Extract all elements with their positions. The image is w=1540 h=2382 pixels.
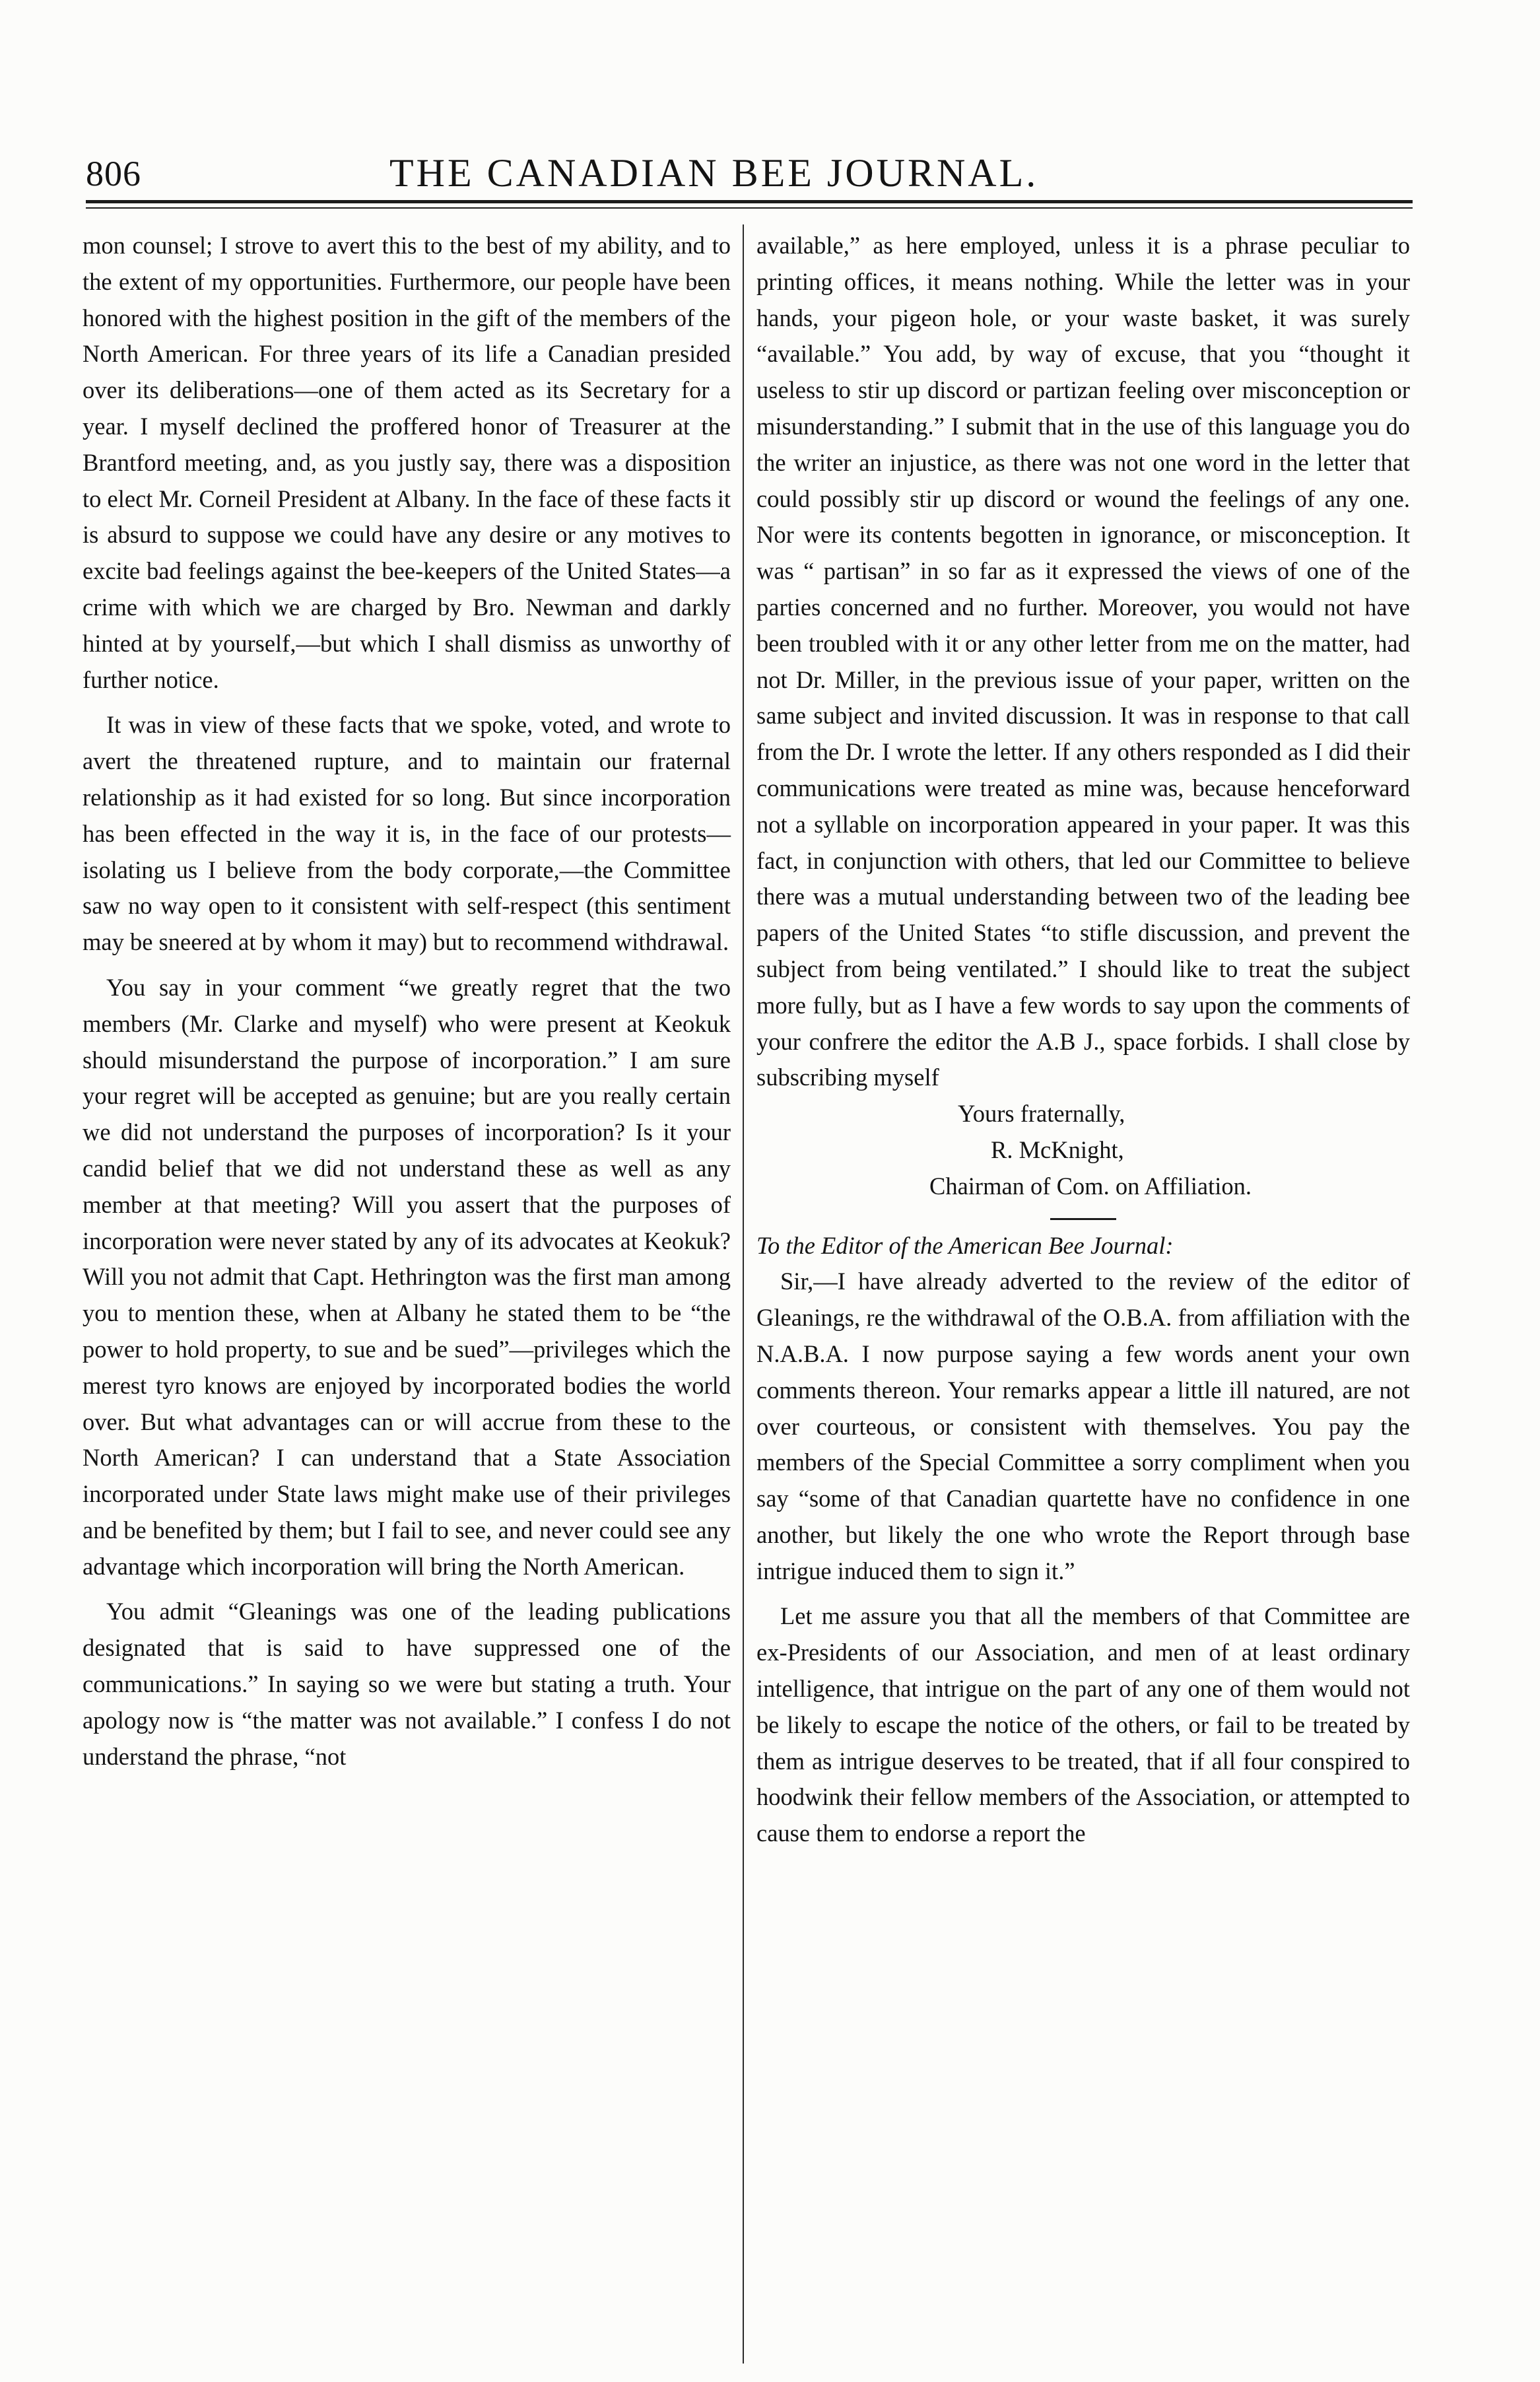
running-title: THE CANADIAN BEE JOURNAL. [389, 151, 1039, 195]
left-paragraph-2: It was in view of these facts that we spoke, voted, and wrote to avert the threatened rupture, and to maintain our fraternal relationship as it had existed for so long. But since incorporation has been effected in the way it is, in the face of our protests—isolating us I believe from the body corporate,—the Committee saw no way open to it consistent with self-respect (this sentiment may be sneered at by whom it may) but to recommend withdrawal. [83, 711, 731, 956]
section-separator [1050, 1218, 1116, 1220]
letter2-paragraph-1: Sir,—I have already adverted to the review of the editor of Gleanings, re the withdrawal of the O.B.A. from affiliation with the N.A.B.A. I now purpose saying a few words anent your own comments thereon. Your remarks appear a little ill natured, are not over courteous, or consistent with themselves. You pay the members of the Special Committee a sorry compliment when you say “some of that Canadian quartette have no confidence in one another, but likely the one who wrote the Report through base intrigue induced them to sign it.” [756, 1268, 1410, 1584]
left-paragraph-3: You say in your comment “we greatly regret that the two members (Mr. Clarke and myself) who were present at Keokuk should misunderstand the purpose of incorporation.” I am sure your regret will be accepted as genuine; but are you really certain we did not understand the purposes of incorporation? Is it your candid belief that we did not understand these as well as any member at that meeting? Will you assert that the purposes of incorporation were never stated by any of its advocates at Keokuk? Will you not admit that Capt. Hethrington was the first man among you to mention these, when at Albany he stated them to be “the power to hold property, to sue and be sued”—privileges which the merest tyro knows are enjoyed by incorporated bodies the world over. But what advantages can or will accrue from these to the North American? I can understand that a State Association incorporated under State laws might make use of their privileges and be benefited by them; but I fail to see, and never could see any advantage which incorporation will bring the North American. [83, 973, 731, 1580]
right-paragraph-1: available,” as here employed, unless it is a phrase peculiar to printing offices, it means nothing. While the letter was in your hands, your pigeon hole, or your waste basket, it was surely “available.” You add, by way of excuse, that you “thought it useless to stir up discord or partizan feeling over misconception or misunderstanding.” I submit that in the use of this language you do the writer an injustice, as there was not one word in the letter that could possibly stir up discord or wound the feelings of any one. Nor were its contents begotten in ignorance, or misconception. It was “ partisan” in so far as it expressed the views of one of the parties concerned and no further. Moreover, you would not have been troubled with it or any other letter from me on the matter, had not Dr. Miller, in the previous issue of your paper, written on the same subject and invited discussion. It was in response to that call from the Dr. I wrote the letter. If any others responded as I did their communications were treated as mine was, because henceforward not a syllable on incorporation appeared in your paper. It was this fact, in conjunction with others, that led our Committee to believe there was a mutual understanding between two of the leading bee papers of the United States “to stifle discussion, and prevent the subject from being ventilated.” I should like to treat the subject more fully, but as I have a few words to say upon the comments of your confrere the editor the A.B J., space forbids. I shall close by subscribing myself [756, 232, 1410, 1091]
signature-closing: Yours fraternally, [958, 1100, 1125, 1128]
header-rule-thin [86, 207, 1413, 209]
letter-salutation: To the Editor of the American Bee Journal: [756, 1231, 1174, 1259]
right-column [756, 228, 1410, 1852]
letter2-paragraph-2: Let me assure you that all the members of that Committee are ex-Presidents of our Association, and men of at least ordinary intelligence, that intrigue on the part of any one of them would not be likely to escape the notice of the others, or fail to be treated by them as intrigue deserves to be treated, that if all four conspired to hoodwink their fellow members of the Association, or attempted to cause them to endorse a report the [756, 1602, 1410, 1847]
header-rule-thick [86, 200, 1413, 203]
signature-name: R. McKnight, [991, 1136, 1124, 1163]
left-paragraph-4: You admit “Gleanings was one of the leading publications designated that is said to have suppressed one of the communications.” In saying so we were but stating a truth. Your apology now is “the matter was not available.” I confess I do not understand the phrase, “not [83, 1598, 731, 1770]
signature-title: Chairman of Com. on Affiliation. [929, 1172, 1252, 1200]
left-column [83, 228, 731, 1775]
column-divider [743, 224, 744, 2364]
page-number: 806 [86, 154, 141, 193]
left-paragraph-1: mon counsel; I strove to avert this to the best of my ability, and to the extent of my opportunities. Furthermore, our people have been honored with the highest position in the gift of the members of the North American. For three years of its life a Canadian presided over its deliberations—one of them acted as its Secretary for a year. I myself declined the proffered honor of Treasurer at the Brantford meeting, and, as you justly say, there was a disposition to elect Mr. Corneil President at Albany. In the face of these facts it is absurd to suppose we could have any desire or any motives to excite bad feelings against the bee-keepers of the United States—a crime with which we are charged by Bro. Newman and darkly hinted at by yourself,—but which I shall dismiss as unworthy of further notice. [83, 232, 731, 693]
page-header [86, 139, 1409, 205]
